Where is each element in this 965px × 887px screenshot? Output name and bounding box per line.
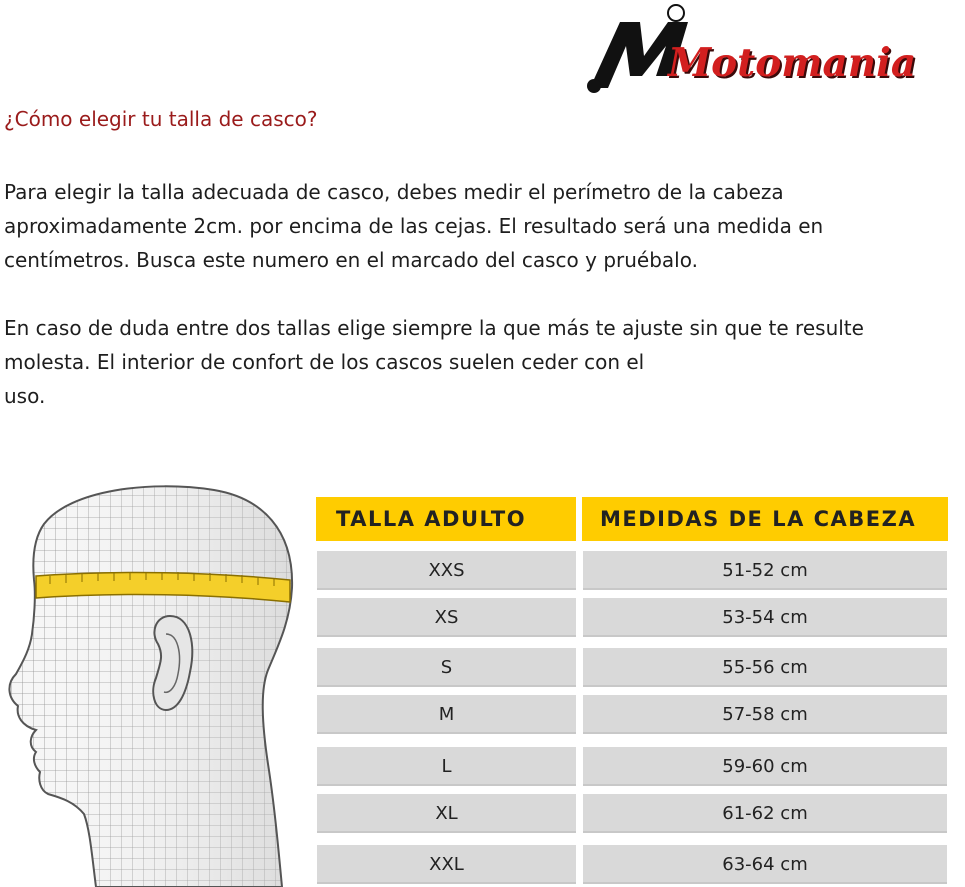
head-illustration [0, 484, 320, 887]
advice-paragraph [4, 311, 864, 413]
size-cell: XL [317, 794, 576, 833]
head-measurement-icon [0, 484, 320, 887]
page-question: ¿Cómo elegir tu talla de casco? [4, 107, 318, 131]
paragraph-line: uso. [4, 384, 46, 408]
table-header-size: TALLA ADULTO [316, 497, 576, 541]
measure-cell: 61-62 cm [583, 794, 947, 833]
brand-wordmark: Motomania [668, 40, 917, 86]
measure-cell: 55-56 cm [583, 648, 947, 687]
paragraph-line: En caso de duda entre dos tallas elige siempre la que más te ajuste sin que te resulte [4, 316, 864, 340]
size-cell: XS [317, 598, 576, 637]
measure-cell: 59-60 cm [583, 747, 947, 786]
paragraph-line: molesta. El interior de confort de los cascos suelen ceder con el [4, 350, 645, 374]
measure-cell: 51-52 cm [583, 551, 947, 590]
instructions-paragraph [4, 175, 823, 277]
size-cell: XXS [317, 551, 576, 590]
size-cell: XXL [317, 845, 576, 884]
measure-cell: 53-54 cm [583, 598, 947, 637]
paragraph-line: aproximadamente 2cm. por encima de las cejas. El resultado será una medida en [4, 214, 824, 238]
size-cell: L [317, 747, 576, 786]
table-header-measure: MEDIDAS DE LA CABEZA [582, 497, 948, 541]
measure-cell: 57-58 cm [583, 695, 947, 734]
paragraph-line: Para elegir la talla adecuada de casco, debes medir el perímetro de la cabeza [4, 180, 784, 204]
brand-logo [582, 2, 938, 98]
measure-cell: 63-64 cm [583, 845, 947, 884]
size-cell: S [317, 648, 576, 687]
size-cell: M [317, 695, 576, 734]
paragraph-line: centímetros. Busca este numero en el marcado del casco y pruébalo. [4, 248, 698, 272]
